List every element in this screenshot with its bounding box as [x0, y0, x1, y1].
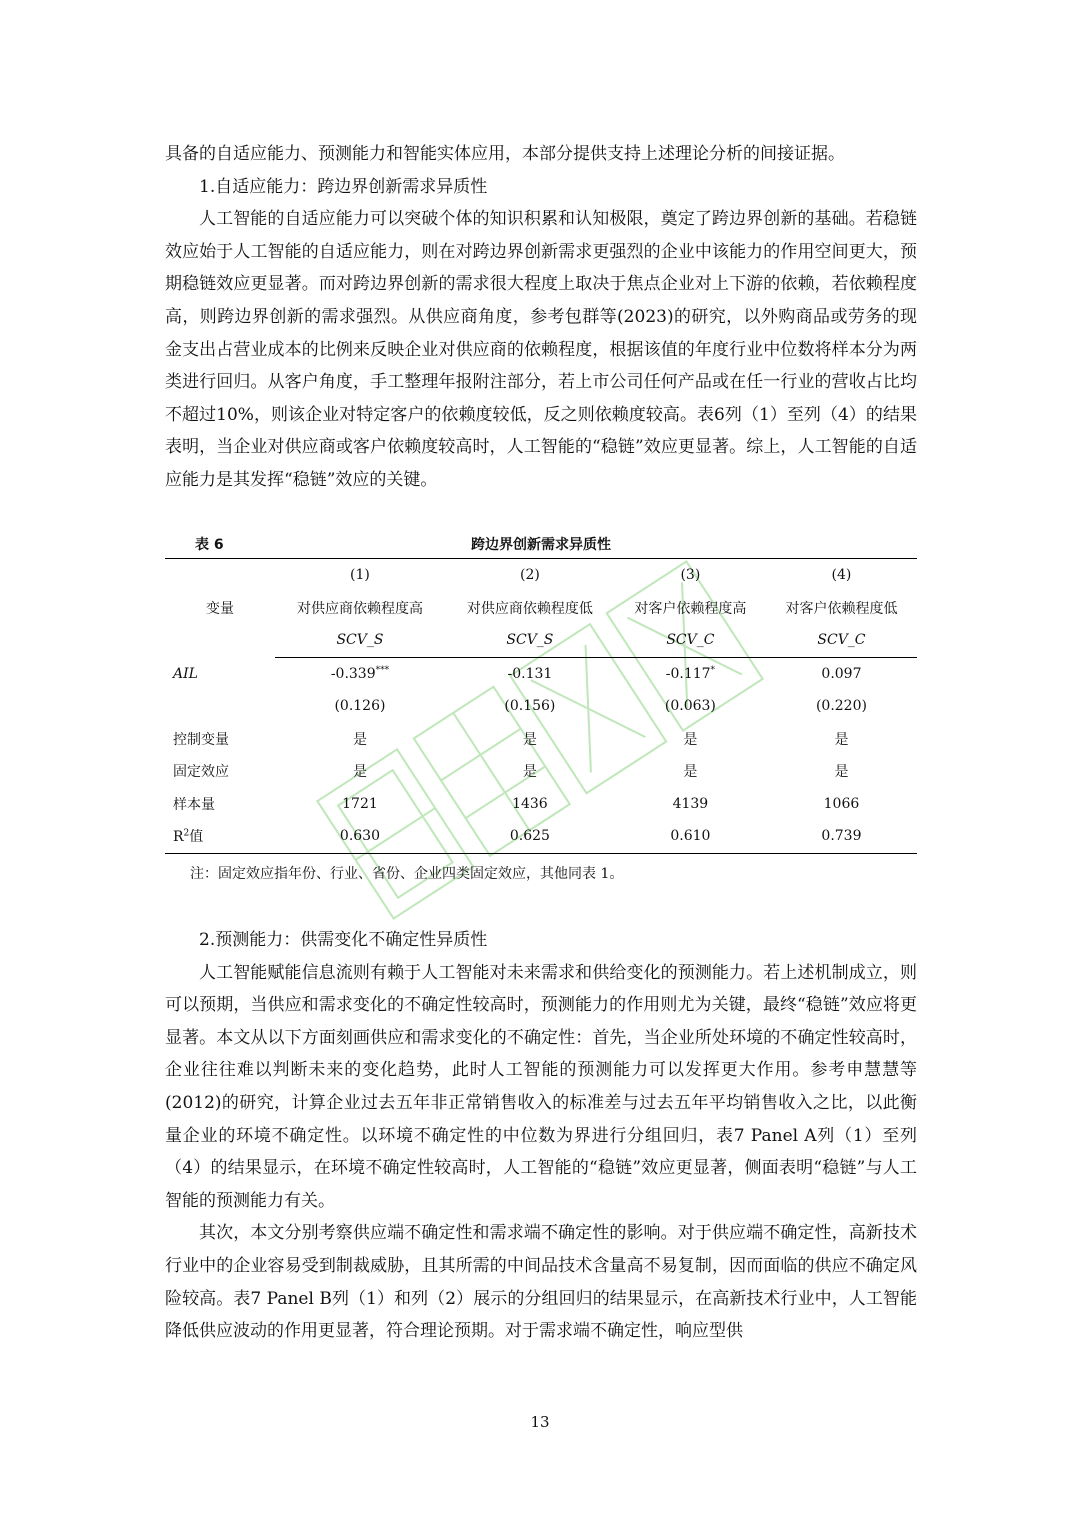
- ail-se: (0.220): [815, 698, 867, 715]
- table-title: 跨边界创新需求异质性: [471, 537, 611, 553]
- var-header: 变量: [206, 601, 234, 617]
- ail-se: (0.126): [334, 698, 386, 715]
- page-number: 13: [530, 1413, 550, 1431]
- controls-value: 是: [834, 731, 849, 748]
- col-name: 对客户依赖程度低: [785, 600, 898, 617]
- col-number: (4): [831, 567, 852, 584]
- table-note: 注：固定效应指年份、行业、省份、企业四类固定效应，其他同表 1。: [190, 866, 624, 882]
- col-depvar: SCV_S: [445, 624, 615, 657]
- col-depvar: SCV_S: [275, 624, 445, 657]
- r2-value: 0.625: [509, 828, 550, 845]
- n-value: 1436: [512, 795, 548, 812]
- sig-stars: ***: [375, 665, 390, 676]
- results-table: [165, 558, 917, 854]
- section1-heading: 1.自适应能力：跨边界创新需求异质性: [199, 176, 488, 197]
- table-row: [165, 559, 917, 592]
- section2-paragraph-2: 其次，本文分别考察供应端不确定性和需求端不确定性的影响。对于供应端不确定性，高新技术行业中的企业容易受到制裁威胁，且其所需的中间品技术含量高不易复制，因而面临的供应不确定风险较高。表7 Panel B列（1）和列（2）展示的分组回归的结果显示，在高新技术行业中，人工智能降低供应波动的作用更显著，符合理论预期。对于需求端不确定性，响应型供: [165, 1223, 917, 1342]
- ail-coef-cell: [615, 657, 766, 690]
- col-number: (3): [680, 567, 701, 584]
- section2-heading: 2.预测能力：供需变化不确定性异质性: [199, 930, 488, 950]
- r2-value: 0.630: [339, 828, 381, 845]
- ail-se: (0.156): [504, 698, 556, 715]
- coef-value: -0.339: [330, 665, 376, 682]
- n-label: 样本量: [173, 796, 215, 813]
- table-caption: [165, 530, 917, 558]
- controls-value: 是: [352, 731, 367, 748]
- coef-value: -0.131: [507, 665, 553, 682]
- section1-paragraph: 人工智能的自适应能力可以突破个体的知识积累和认知极限，奠定了跨边界创新的基础。若稳链效应始于人工智能的自适应能力，则在对跨边界创新需求更强烈的企业中该能力的作用空间更大，预期稳链效应更显著。而对跨边界创新的需求很大程度上取决于焦点企业对上下游的依赖，若依赖程度高，则跨边界创新的需求强烈。从供应商角度，参考包群等(2023)的研究，以外购商品或劳务的现金支出占营业成本的比例来反映企业对供应商的依赖程度，根据该值的年度行业中位数将样本分为两类进行回归。从客户角度，手工整理年报附注部分，若上市公司任何产品或在任一行业的营收占比均不超过10%，则该企业对特定客户的依赖度较低，反之则依赖度较高。表6列（1）至列（4）的结果表明，当企业对供应商或客户依赖度较高时，人工智能的“稳链”效应更显著。综上，人工智能的自适应能力是其发挥“稳链”效应的关键。: [165, 209, 917, 490]
- table-row: [165, 624, 917, 657]
- n-value: 1721: [342, 795, 378, 812]
- sig-stars: *: [710, 665, 716, 676]
- body-section-2: [165, 924, 917, 1348]
- fe-value: 是: [683, 764, 698, 781]
- controls-label: 控制变量: [173, 731, 229, 748]
- controls-value: 是: [683, 731, 698, 748]
- col-number: (1): [350, 567, 370, 584]
- table-row: [165, 592, 917, 625]
- ail-coef-cell: [275, 657, 445, 690]
- ail-se: (0.063): [664, 698, 716, 715]
- col-name: 对供应商依赖程度高: [296, 600, 423, 617]
- table-row: [165, 755, 917, 788]
- fe-value: 是: [352, 764, 367, 781]
- table-row: [165, 788, 917, 821]
- body-section-1: [165, 138, 917, 497]
- table-row: [165, 690, 917, 723]
- fe-value: 是: [834, 764, 849, 781]
- section2-paragraph-1: 人工智能赋能信息流则有赖于人工智能对未来需求和供给变化的预测能力。若上述机制成立，则可以预期，当供应和需求变化的不确定性较高时，预测能力的作用则尤为关键，最终“稳链”效应将更显著。本文从以下方面刻画供应和需求变化的不确定性：首先，当企业所处环境的不确定性较高时，企业往往难以判断未来的变化趋势，此时人工智能的预测能力可以发挥更大作用。参考申慧慧等(2012)的研究，计算企业过去五年非正常销售收入的标准差与过去五年平均销售收入之比，以此衡量企业的环境不确定性。以环境不确定性的中位数为界进行分组回归，表7 Panel A列（1）至列（4）的结果显示，在环境不确定性较高时，人工智能的“稳链”效应更显著，侧面表明“稳链”与人工智能的预测能力有关。: [165, 962, 917, 1211]
- col-depvar: SCV_C: [615, 624, 766, 657]
- n-value: 1066: [823, 795, 860, 812]
- col-name: 对供应商依赖程度低: [466, 600, 593, 617]
- coef-value: 0.097: [821, 665, 862, 682]
- r2-label: $R^2$值: [173, 828, 204, 846]
- coef-value: -0.117: [665, 665, 711, 682]
- col-number: (2): [519, 567, 540, 584]
- r2-value: 0.739: [821, 828, 862, 845]
- table-number: 表 6: [195, 537, 224, 553]
- controls-value: 是: [522, 731, 537, 748]
- col-name: 对客户依赖程度高: [634, 600, 747, 617]
- ail-coef-cell: [766, 657, 917, 690]
- ail-label: AIL: [173, 665, 198, 682]
- ail-coef-cell: [445, 657, 615, 690]
- fe-label: 固定效应: [173, 764, 229, 781]
- n-value: 4139: [672, 795, 709, 812]
- r2-value: 0.610: [670, 828, 711, 845]
- table-row: [165, 657, 917, 690]
- table-row: [165, 820, 917, 853]
- table-row: [165, 723, 917, 756]
- fe-value: 是: [522, 764, 537, 781]
- intro-line: 具备的自适应能力、预测能力和智能实体应用，本部分提供支持上述理论分析的间接证据。: [165, 144, 845, 164]
- col-depvar: SCV_C: [766, 624, 917, 657]
